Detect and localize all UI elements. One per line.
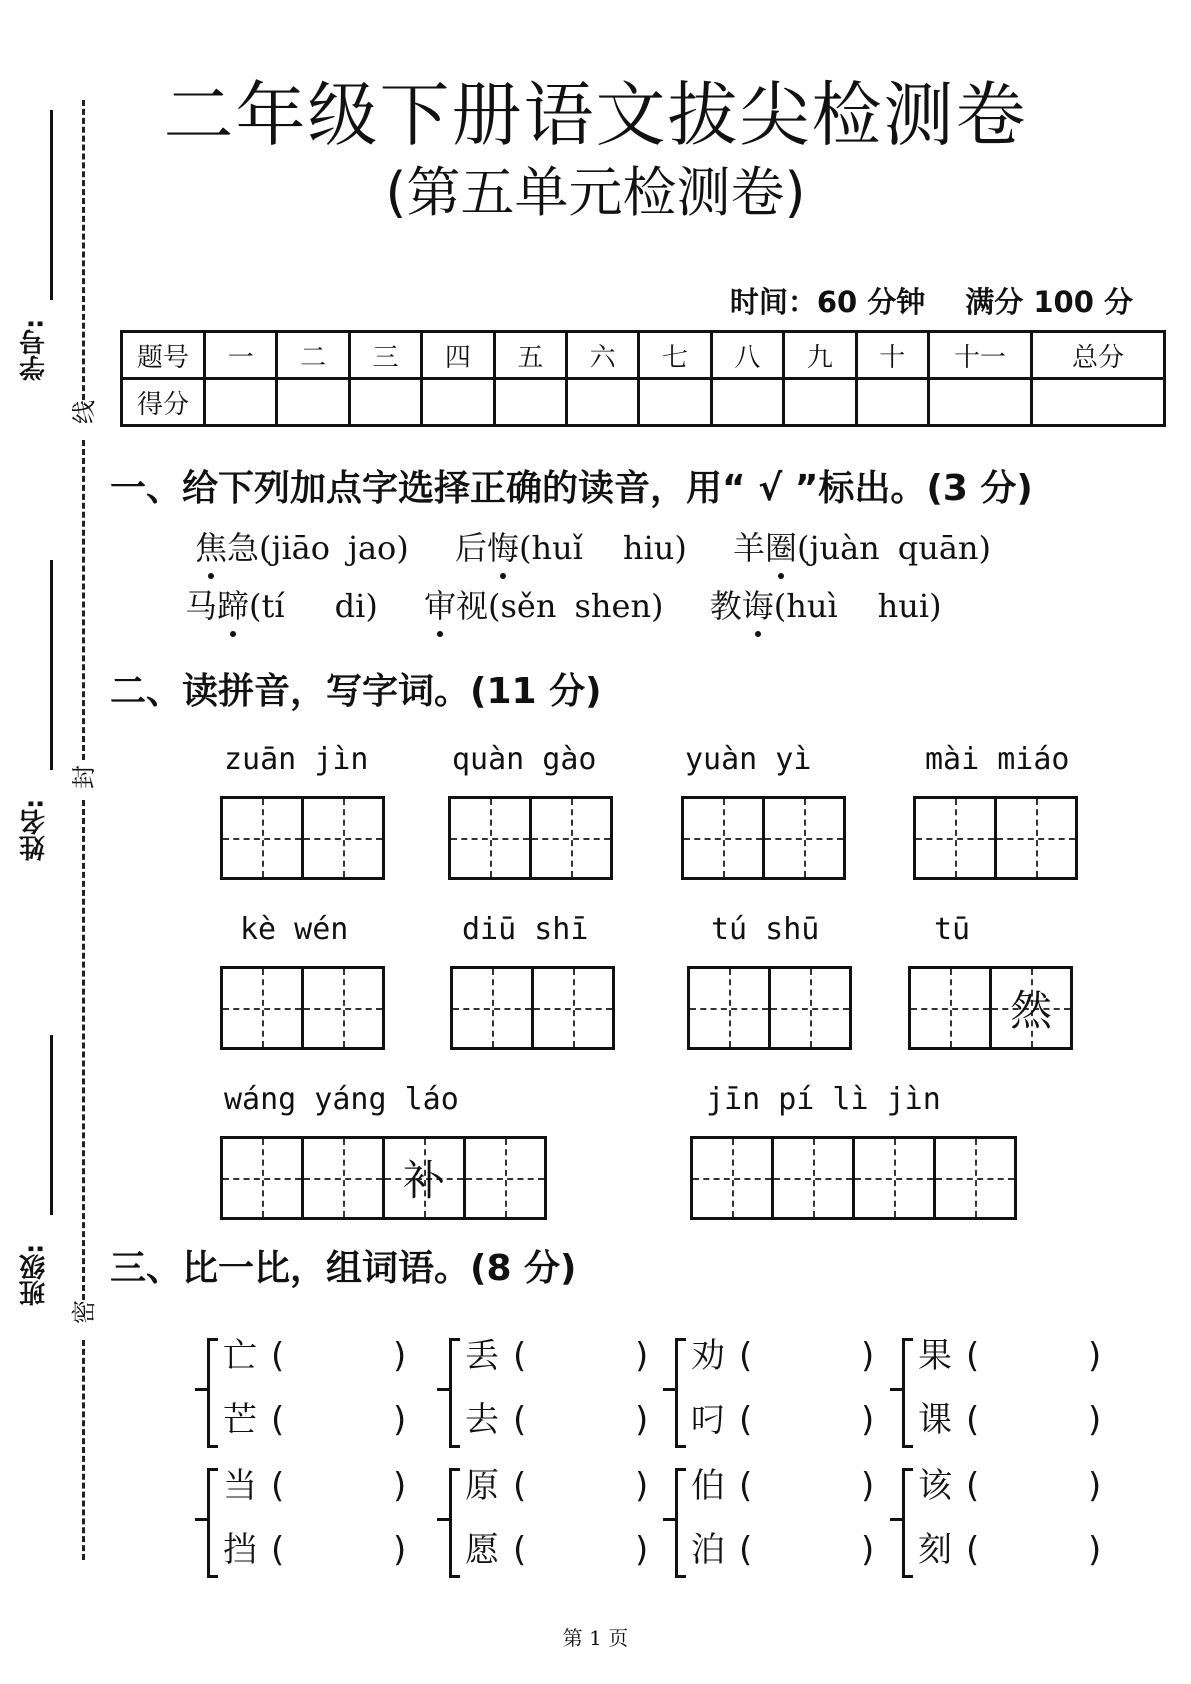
exam-meta — [730, 280, 1133, 321]
pronunciation-item: 审视(sěn shen) — [423, 587, 664, 625]
pronunciation-item: 马蹄(tí di) — [185, 587, 378, 625]
writing-grid — [448, 796, 613, 880]
column-header: 十一 — [929, 332, 1032, 379]
brace-icon — [675, 1338, 686, 1448]
brace-icon — [902, 1338, 913, 1448]
writing-grid — [450, 966, 615, 1050]
compare-pair: 该 ( ) 刻 ( ) — [890, 1460, 1110, 1580]
writing-grid — [681, 796, 846, 880]
compare-char: 劝 — [691, 1336, 725, 1376]
score-cell[interactable] — [929, 379, 1032, 426]
section-3-heading: 三、比一比，组词语。(8 分) — [110, 1248, 577, 1289]
section-1-heading: 一、给下列加点字选择正确的读音，用“ √ ”标出。(3 分) — [110, 468, 1033, 509]
option-1[interactable]: huǐ — [531, 529, 583, 567]
brace-icon — [207, 1338, 218, 1448]
compare-char: 去 — [465, 1400, 499, 1440]
compare-char: 亡 — [223, 1336, 257, 1376]
score-cell[interactable] — [566, 379, 638, 426]
row-label: 得分 — [122, 379, 205, 426]
compare-char: 愿 — [465, 1530, 499, 1570]
writing-grid — [908, 966, 1073, 1050]
row-label: 题号 — [122, 332, 205, 379]
cut-line — [82, 1340, 85, 1560]
writing-cell[interactable] — [852, 1136, 936, 1220]
seal-mark-seal: 封 — [70, 765, 98, 789]
option-1[interactable]: huì — [786, 587, 838, 625]
score-cell[interactable] — [856, 379, 928, 426]
score-cell[interactable] — [422, 379, 494, 426]
dotted-char: 诲 — [741, 587, 774, 625]
writing-cell[interactable] — [768, 966, 852, 1050]
section-2-heading: 二、读拼音，写字词。(11 分) — [110, 671, 602, 712]
writing-grid — [913, 796, 1078, 880]
pronunciation-item: 后悔(huǐ hiu) — [454, 529, 687, 567]
page-title: 二年级下册语文拔尖检测卷 — [163, 74, 1028, 156]
pinyin-label: mài miáo — [925, 742, 1070, 777]
writing-cell[interactable] — [463, 1136, 547, 1220]
compare-char: 果 — [918, 1336, 952, 1376]
column-header: 一 — [205, 332, 277, 379]
writing-cell[interactable] — [681, 796, 765, 880]
question-number-row — [122, 332, 1165, 379]
compare-pair: 丢 ( ) 去 ( ) — [437, 1330, 657, 1450]
name-field[interactable] — [50, 560, 53, 770]
score-cell[interactable] — [205, 379, 277, 426]
compare-char: 该 — [918, 1466, 952, 1506]
writing-cell[interactable] — [448, 796, 532, 880]
brace-icon — [207, 1468, 218, 1578]
writing-cell[interactable] — [913, 796, 997, 880]
option-2[interactable]: quān — [897, 529, 979, 567]
pronunciation-row — [195, 525, 1027, 571]
name-label: 姓名: — [19, 798, 50, 862]
score-cell[interactable] — [784, 379, 856, 426]
writing-cell[interactable] — [933, 1136, 1017, 1220]
class-label: 班级: — [19, 1243, 50, 1307]
column-header: 三 — [349, 332, 421, 379]
writing-cell[interactable] — [301, 966, 385, 1050]
pronunciation-item: 教诲(huì hui) — [709, 587, 942, 625]
brace-icon — [902, 1468, 913, 1578]
compare-char: 当 — [223, 1466, 257, 1506]
option-1[interactable]: tí — [261, 587, 285, 625]
writing-cell[interactable] — [762, 796, 846, 880]
compare-pair: 果 ( ) 课 ( ) — [890, 1330, 1110, 1450]
compare-char: 挡 — [223, 1530, 257, 1570]
page-number: 第 1 页 — [562, 1626, 629, 1650]
pronunciation-item: 焦急(jiāo jao) — [195, 529, 409, 567]
option-2[interactable]: jao — [348, 529, 397, 567]
pinyin-label: tū — [934, 912, 971, 947]
score-cell[interactable] — [349, 379, 421, 426]
writing-cell[interactable] — [301, 796, 385, 880]
writing-cell[interactable] — [690, 1136, 774, 1220]
pronunciation-row — [185, 583, 978, 629]
writing-cell[interactable] — [220, 1136, 304, 1220]
compare-char: 芒 — [223, 1400, 257, 1440]
class-field[interactable] — [50, 1035, 53, 1215]
score-table — [120, 330, 1166, 427]
option-1[interactable]: jiāo — [271, 529, 331, 567]
column-header: 六 — [566, 332, 638, 379]
pinyin-label: yuàn yì — [685, 742, 812, 777]
seal-mark-line: 线 — [70, 400, 98, 424]
writing-cell[interactable] — [531, 966, 615, 1050]
full-score: 满分 100 分 — [965, 285, 1133, 319]
compare-char: 泊 — [691, 1530, 725, 1570]
writing-cell[interactable] — [450, 966, 534, 1050]
pinyin-label: tú shū — [711, 912, 820, 947]
pinyin-label: quàn gào — [452, 742, 597, 777]
writing-grid — [220, 1136, 547, 1220]
score-cell-total[interactable] — [1032, 379, 1165, 426]
score-row — [122, 379, 1165, 426]
column-header: 四 — [422, 332, 494, 379]
time-limit: 时间：60 分钟 — [729, 285, 926, 319]
seal-mark-secret: 密 — [70, 1300, 98, 1324]
option-2[interactable]: hiu — [622, 529, 675, 567]
pinyin-label: kè wén — [240, 912, 349, 947]
writing-cell[interactable] — [994, 796, 1078, 880]
compare-char: 叼 — [691, 1400, 725, 1440]
cut-line — [82, 800, 85, 1300]
option-2[interactable]: hui — [877, 587, 930, 625]
writing-grid — [220, 966, 385, 1050]
writing-cell[interactable] — [771, 1136, 855, 1220]
dotted-char: 审 — [423, 587, 456, 625]
writing-cell-prefilled[interactable]: 然 — [989, 966, 1073, 1050]
compare-pair: 原 ( ) 愿 ( ) — [437, 1460, 657, 1580]
score-cell[interactable] — [494, 379, 566, 426]
compare-pair: 伯 ( ) 泊 ( ) — [663, 1460, 883, 1580]
compare-pair: 亡 ( ) 芒 ( ) — [195, 1330, 415, 1450]
brace-icon — [675, 1468, 686, 1578]
column-header: 二 — [277, 332, 349, 379]
score-cell[interactable] — [639, 379, 711, 426]
writing-cell-prefilled[interactable]: 补 — [382, 1136, 466, 1220]
column-header: 八 — [711, 332, 783, 379]
option-2[interactable]: shen — [574, 587, 652, 625]
brace-icon — [449, 1468, 460, 1578]
dotted-char: 悔 — [486, 529, 519, 567]
compare-pair: 当 ( ) 挡 ( ) — [195, 1460, 415, 1580]
writing-cell[interactable] — [908, 966, 992, 1050]
page-subtitle: (第五单元检测卷) — [385, 161, 806, 224]
writing-cell[interactable] — [301, 1136, 385, 1220]
column-header: 九 — [784, 332, 856, 379]
column-header: 十 — [856, 332, 928, 379]
writing-grid — [220, 796, 385, 880]
pronunciation-item: 羊圈(juàn quān) — [733, 529, 992, 567]
student-id-label: 学号: — [19, 318, 50, 382]
compare-char: 丢 — [465, 1336, 499, 1376]
compare-pair: 劝 ( ) 叼 ( ) — [663, 1330, 883, 1450]
brace-icon — [449, 1338, 460, 1448]
option-1[interactable]: juàn — [809, 529, 880, 567]
writing-cell[interactable] — [220, 966, 304, 1050]
dotted-char: 蹄 — [217, 587, 250, 625]
writing-cell[interactable] — [529, 796, 613, 880]
score-cell[interactable] — [277, 379, 349, 426]
score-cell[interactable] — [711, 379, 783, 426]
cut-line — [82, 440, 85, 760]
column-header: 五 — [494, 332, 566, 379]
writing-grid — [687, 966, 852, 1050]
column-header-total: 总分 — [1032, 332, 1165, 379]
pinyin-label: zuān jìn — [224, 742, 369, 777]
writing-cell[interactable] — [220, 796, 304, 880]
dotted-char: 焦 — [195, 529, 228, 567]
writing-cell[interactable] — [687, 966, 771, 1050]
compare-char: 刻 — [918, 1530, 952, 1570]
writing-grid — [690, 1136, 1017, 1220]
compare-char: 课 — [918, 1400, 952, 1440]
pinyin-label: wáng yáng láo — [224, 1082, 459, 1117]
pinyin-label: diū shī — [462, 912, 589, 947]
compare-char: 原 — [465, 1466, 499, 1506]
pinyin-label: jīn pí lì jìn — [706, 1082, 941, 1117]
compare-char: 伯 — [691, 1466, 725, 1506]
option-1[interactable]: sěn — [500, 587, 557, 625]
column-header: 七 — [639, 332, 711, 379]
dotted-char: 圈 — [765, 529, 798, 567]
option-2[interactable]: di — [334, 587, 366, 625]
